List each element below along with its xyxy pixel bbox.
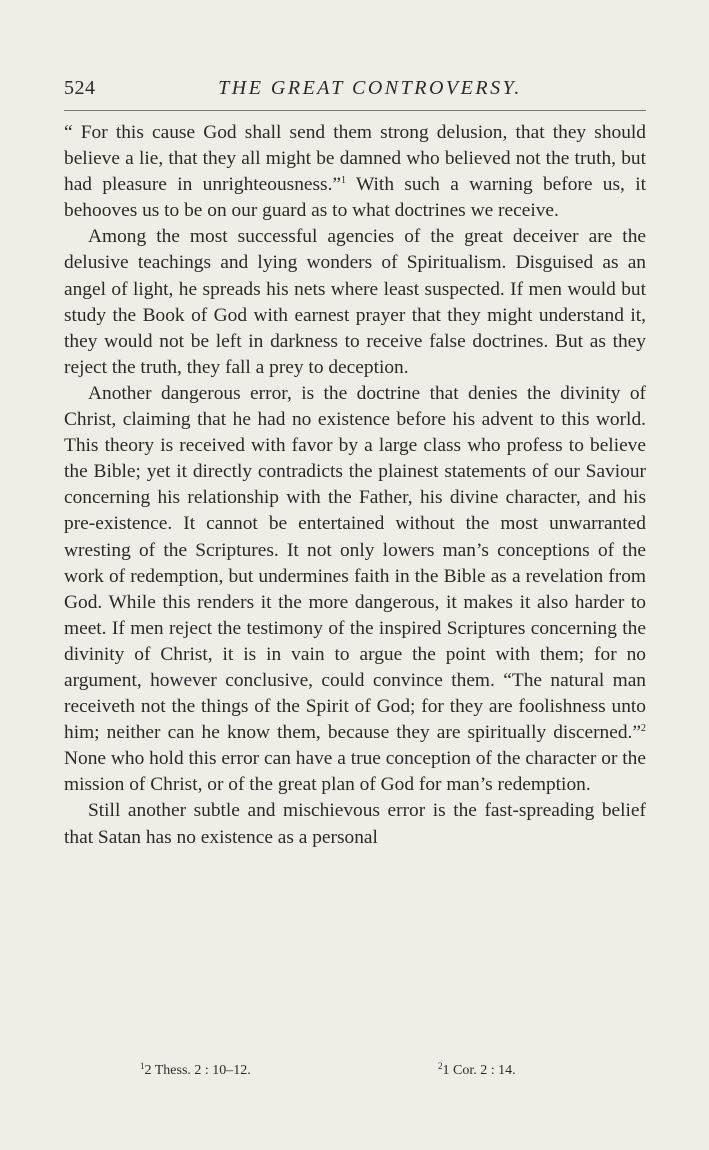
paragraph: Still another subtle and mischievous error is the fast-spreading belief that Satan has no existence as a personal (64, 800, 646, 848)
footnote (438, 1063, 516, 1079)
footnote-ref: 2 (641, 723, 646, 735)
footnote-text: 1 Cor. 2 : 14. (442, 1063, 516, 1078)
page-header (64, 77, 646, 105)
paragraph (64, 381, 646, 799)
running-title: THE GREAT CONTROVERSY. (218, 77, 522, 99)
header-rule (64, 110, 646, 111)
paragraph-text: Another dangerous error, is the doctrine that denies the divinity of Christ, claiming that he had no existence before his advent to this world. This theory is received with favor by a large class who profess to believe the Bible; yet it directly contradicts the plainest statements of our Saviour concerning his relationship with the Father, his divine character, and his pre-existence. It cannot be entertained without the most unwarranted wresting of the Scriptures. It not only lowers man’s conceptions of the work of redemption, but undermines faith in the Bible as a revelation from God. While this renders it the more dangerous, it makes it also harder to meet. If men reject the testimony of the inspired Scriptures concerning the divinity of Christ, it is in vain to argue the point with them; for no argument, however conclusive, could convince them. “The natural man receiveth not the things of the Spirit of God; for they are foolishness unto him; neither can he know them, because they are spiritually discerned.” (64, 382, 646, 744)
paragraph (64, 120, 646, 224)
footnote-text: 2 Thess. 2 : 10–12. (144, 1063, 251, 1078)
footnote (140, 1063, 251, 1079)
paragraph: Among the most successful agencies of the great deceiver are the delusive teachings and lying wonders of Spiritualism. Disguised as an angel of light, he spreads his nets where least suspected. If men would but study the Book of God with earnest prayer that they might understand it, they would not be left in darkness to receive false doctrines. But as they reject the truth, they fall a prey to deception. (64, 226, 646, 378)
paragraph-text: None who hold this error can have a true conception of the character or the mission of Christ, or of the great plan of God for man’s redemption. (64, 748, 646, 796)
paragraph-text: With such a warning before us, it behooves us to be on our guard as to what doctrines we receive. (64, 174, 646, 222)
footnote-mark: 1 (140, 1061, 145, 1071)
body-text (64, 120, 646, 851)
page-number: 524 (64, 77, 96, 99)
footnote-mark: 2 (438, 1061, 443, 1071)
paragraph-text: “ For this cause God shall send them strong delusion, that they should believe a lie, that they all might be damned who believed not the truth, but had pleasure in unrighteousness.” (64, 122, 646, 196)
footnotes (64, 1063, 646, 1085)
footnote-ref: 1 (341, 175, 347, 187)
